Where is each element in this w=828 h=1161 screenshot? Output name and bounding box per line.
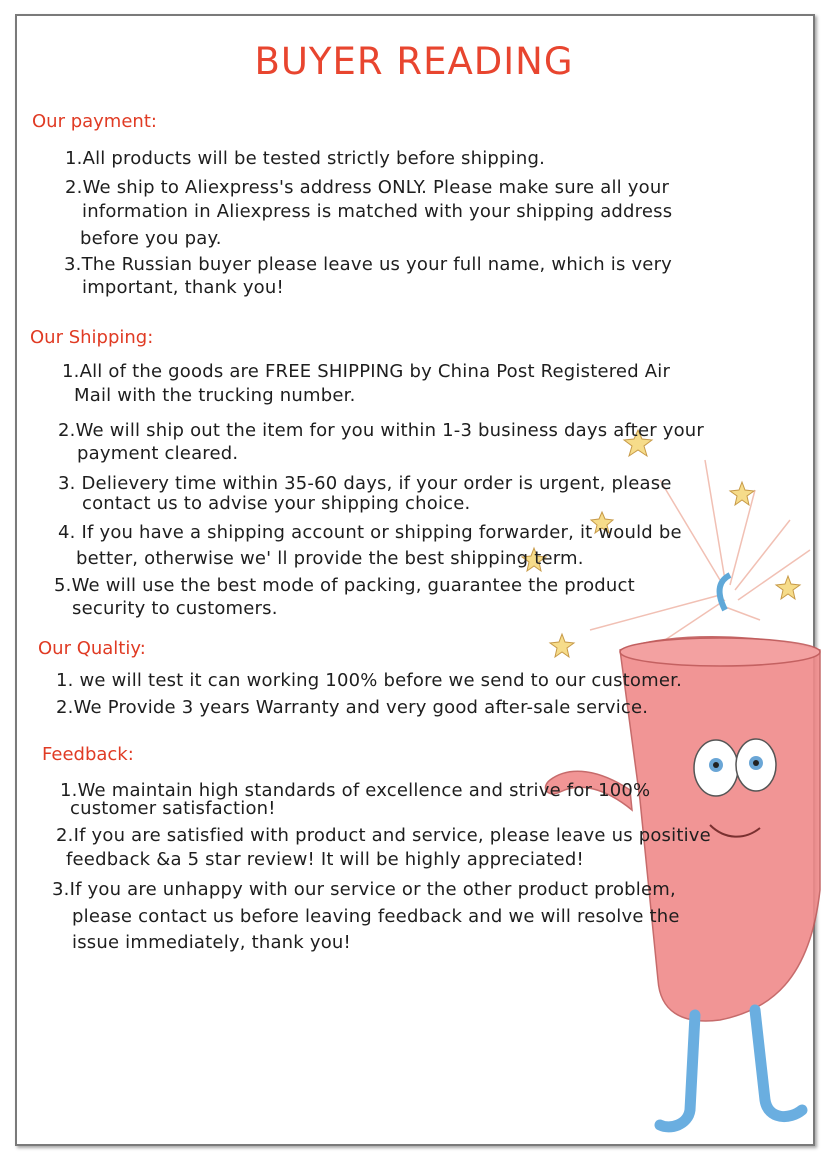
feedback-line: customer satisfaction! [70,798,276,819]
payment-line: 1.All products will be tested strictly before shipping. [65,148,546,169]
shipping-heading: Our Shipping: [30,327,154,348]
quality-line: 2.We Provide 3 years Warranty and very good after-sale service. [56,697,649,718]
star-icons [522,430,800,657]
feedback-line: please contact us before leaving feedback and we will resolve the [72,906,680,927]
feedback-line: 2.If you are satisfied with product and service, please leave us positive [56,825,711,846]
shipping-line: 1.All of the goods are FREE SHIPPING by China Post Registered Air [62,361,671,382]
payment-line: before you pay. [80,228,222,249]
shipping-line: contact us to advise your shipping choice. [82,493,471,514]
payment-line: important, thank you! [82,277,284,298]
payment-line: 2.We ship to Aliexpress's address ONLY. Please make sure all your [65,177,670,198]
shipping-line: 4. If you have a shipping account or shipping forwarder, it would be [58,522,682,543]
feedback-line: 3.If you are unhappy with our service or the other product problem, [52,879,676,900]
payment-line: information in Aliexpress is matched with your shipping address [82,201,673,222]
shipping-line: 3. Delievery time within 35-60 days, if your order is urgent, please [58,473,672,494]
feedback-line: 1.We maintain high standards of excellence and strive for 100% [60,780,651,801]
shipping-line: better, otherwise we' ll provide the best shipping term. [76,548,584,569]
shipping-line: 2.We will ship out the item for you within 1-3 business days after your [58,420,705,441]
feedback-line: issue immediately, thank you! [72,932,351,953]
payment-heading: Our payment: [32,111,157,132]
quality-line: 1. we will test it can working 100% before we send to our customer. [56,670,683,691]
quality-heading: Our Qualtiy: [38,638,146,659]
feedback-heading: Feedback: [42,744,134,765]
shipping-line: security to customers. [72,598,278,619]
payment-line: 3.The Russian buyer please leave us your full name, which is very [64,254,673,275]
page-title: BUYER READING [254,40,574,83]
feedback-line: feedback &a 5 star review! It will be highly appreciated! [66,849,584,870]
shipping-line: payment cleared. [77,443,239,464]
shipping-line: Mail with the trucking number. [74,385,356,406]
shipping-line: 5.We will use the best mode of packing, guarantee the product [54,575,635,596]
